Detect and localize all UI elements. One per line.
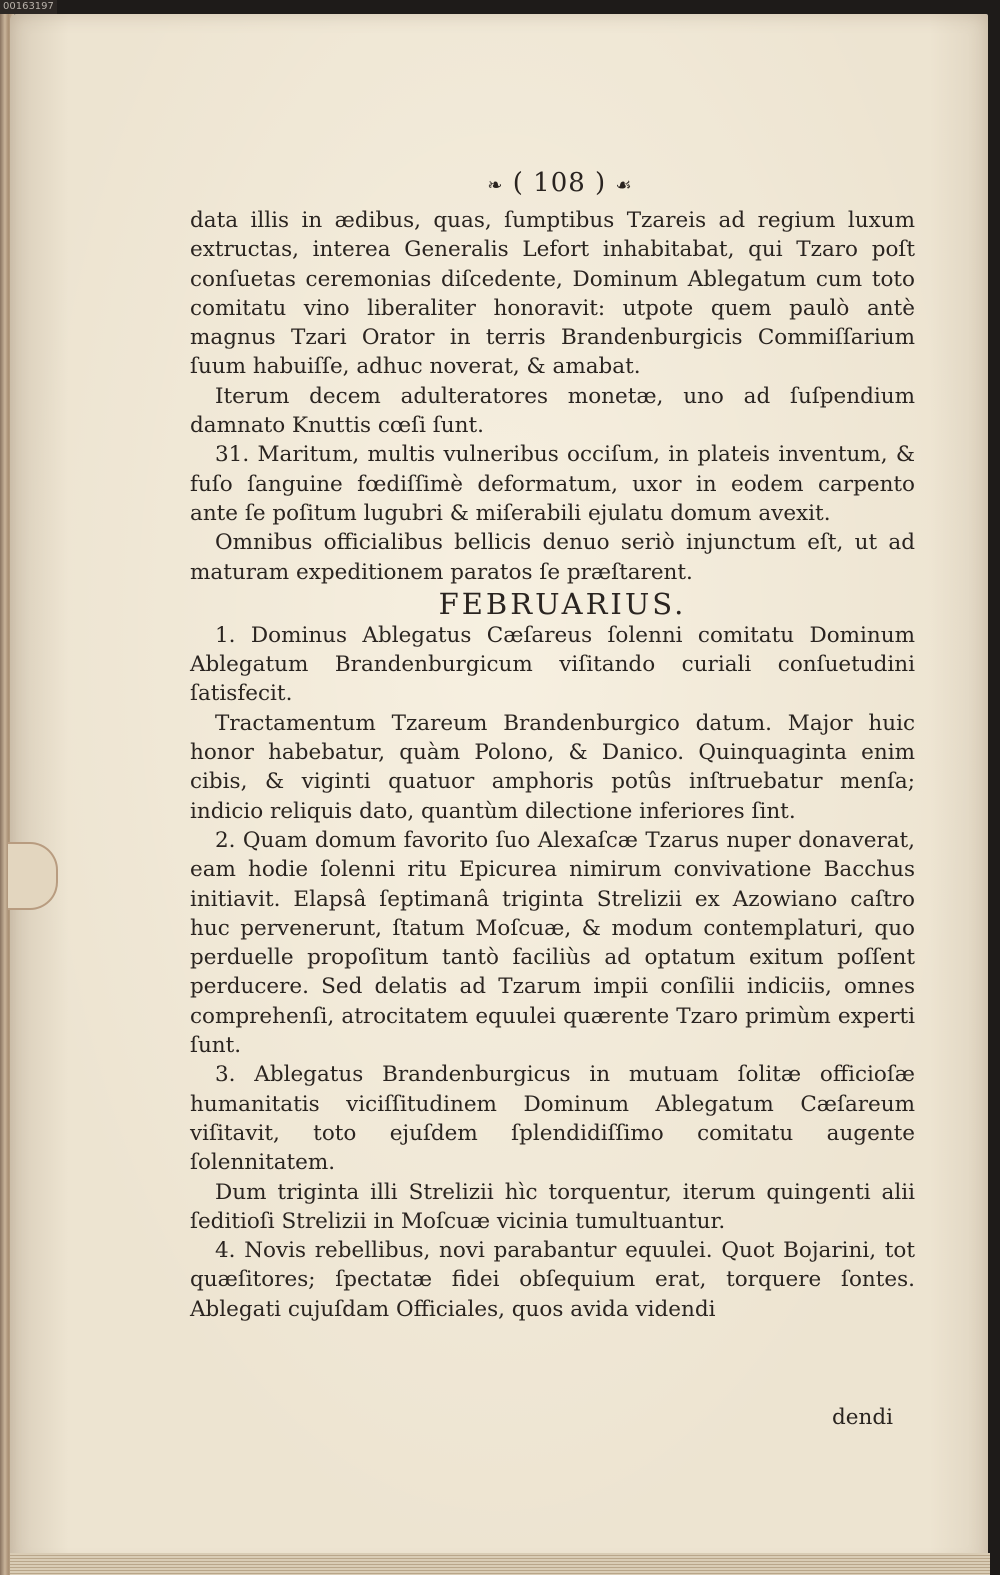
body-text — [190, 206, 915, 1324]
month-heading: FEBRUARIUS. — [438, 586, 687, 621]
paragraph: 31. Maritum, multis vulneribus occiſum, in plateis inventum, & fuſo ſanguine fœdiſſimè deformatum, uxor in eodem carpento ante ſe poſitum lugubri & miſerabili ejulatu domum avexit. — [190, 442, 915, 526]
page-number: ( 108 ) — [512, 168, 607, 198]
paragraph: 1. Dominus Ablegatus Cæſareus ſolenni comitatu Dominum Ablegatum Brandenburgicum viſitando curiali conſuetudini ſatisfecit. — [190, 622, 915, 707]
page-header — [450, 162, 670, 204]
ornament-left-icon: ❧ — [487, 175, 504, 196]
paragraph: Omnibus officialibus bellicis denuo seriò injunctum eſt, ut ad maturam expeditionem paratos ſe præſtarent. — [190, 530, 915, 585]
bookmark-ribbon — [8, 842, 58, 910]
paragraph: data illis in ædibus, quas, ſumptibus Tzareis ad regium luxum extructas, interea Generalis Lefort inhabitabat, qui Tzaro poſt conſuetas ceremonias diſcedente, Dominum Ablegatum cum toto comitatu vino liberaliter honoravit: utpote quem paulò antè magnus Tzari Orator in terris Brandenburgicis Commiſſarium ſuum habuiſſe, adhuc noverat, & amabat. — [190, 208, 915, 380]
catchword: dendi — [832, 1405, 893, 1430]
book-page — [10, 14, 988, 1567]
paragraph: 2. Quam domum favorito ſuo Alexaſcæ Tzarus nuper donaverat, eam hodie ſolenni ritu Epicurea nimirum convivatione Bacchus initiavit. Elapsâ ſeptimanâ triginta Strelizii ex Azowiano caſtro huc pervenerunt, ſtatum Moſcuæ, & modum contemplaturi, quo perduelle propoſitum tantò faciliùs ad optatum exitum poſſent perducere. Sed delatis ad Tzarum impii conſilii indiciis, omnes comprehenſi, atrocitatem equulei quærente Tzaro primùm experti ſunt. — [190, 827, 915, 1059]
paragraph: Tractamentum Tzareum Brandenburgico datum. Major huic honor habebatur, quàm Polono, & Danico. Quinquaginta enim cibis, & viginti quatuor amphoris potûs inſtruebatur menſa; indicio reliquis dato, quantùm dilectione inferiores ſint. — [190, 710, 915, 824]
page-bottom-edge — [10, 1553, 990, 1575]
paragraph: 4. Novis rebellibus, novi parabantur equulei. Quot Bojarini, tot quæſitores; ſpectatæ fidei obſequium erat, torquere ſontes. Ablegati cujuſdam Officiales, quos avida videndi — [190, 1238, 915, 1322]
paragraph: 3. Ablegatus Brandenburgicus in mutuam ſolitæ officioſæ humanitatis viciſſitudinem Dominum Ablegatum Cæſareum viſitavit, toto ejuſdem ſplendidiſſimo comitatu augente ſolennitatem. — [190, 1062, 915, 1176]
paragraph: Dum triginta illi Strelizii hìc torquentur, iterum quingenti alii ſeditioſi Strelizii in Moſcuæ vicinia tumultuantur. — [190, 1179, 915, 1234]
scan-id-label: 00163197 — [0, 0, 57, 14]
paragraph: Iterum decem adulteratores monetæ, uno ad ſuſpendium damnato Knuttis cœſi ſunt. — [190, 383, 915, 439]
ornament-right-icon: ☙ — [615, 175, 633, 196]
